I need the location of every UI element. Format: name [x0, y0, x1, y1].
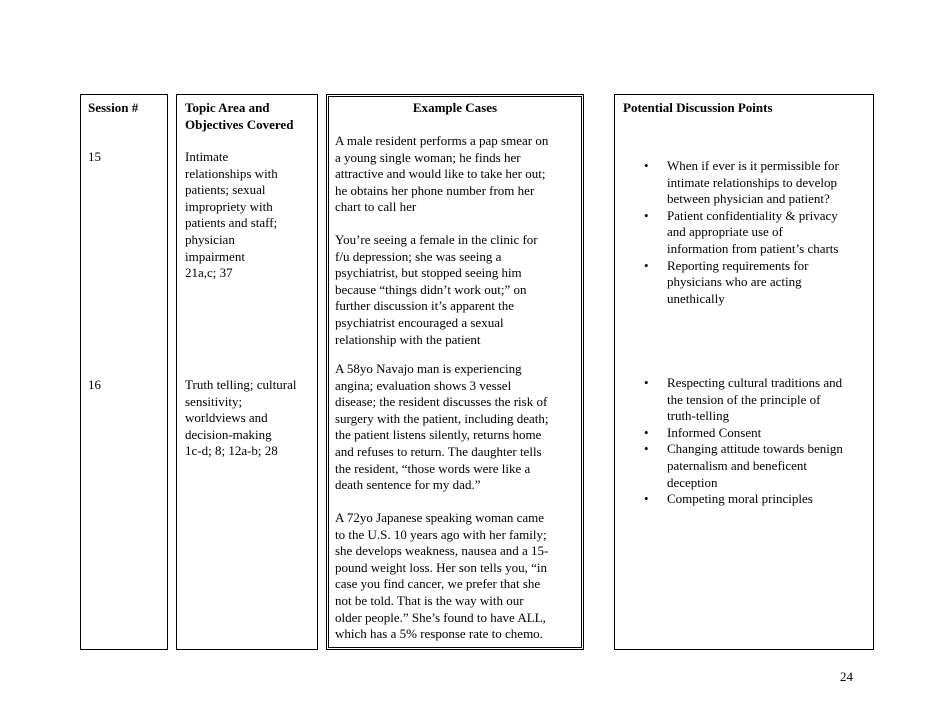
discussion-point: • Changing attitude towards benign paternalism and beneficent deception	[623, 441, 871, 491]
header-cases: Example Cases	[412, 100, 498, 115]
example-case: A 72yo Japanese speaking woman came to the U.S. 10 years ago with her family; she develops weakness, nausea and a 15- pound weight loss. Her son tells you, “in case you find cancer, we prefer that she not be told. That is the way with our older people.” She’s found to have ALL, which has a 5% response rate to chemo.	[335, 510, 549, 642]
example-case: You’re seeing a female in the clinic for f/u depression; she was seeing a psychiatrist, but stopped seeing him because “things didn’t work out;” on further discussion it’s apparent the psychiatrist encouraged a sexual relationship with the patient	[335, 232, 538, 347]
header-discussion: Potential Discussion Points	[623, 100, 773, 115]
header-session: Session #	[88, 100, 139, 115]
discussion-point: • Competing moral principles	[623, 491, 871, 508]
header-topic: Topic Area and Objectives Covered	[185, 100, 294, 132]
topic-text: Intimate relationships with patients; sexual impropriety with patients and staff; physician impairment 21a,c; 37	[185, 149, 278, 281]
session-number: 16	[88, 377, 101, 392]
discussion-point: • Respecting cultural traditions and the tension of the principle of truth-telling	[623, 375, 871, 425]
discussion-point: • Patient confidentiality & privacy and appropriate use of information from patient’s charts	[623, 208, 871, 258]
example-case: A 58yo Navajo man is experiencing angina; evaluation shows 3 vessel disease; the resident discusses the risk of surgery with the patient, including death; the patient listens silently, returns home and refuses to return. The daughter tells the resident, “those words were like a death sentence for my dad.”	[335, 361, 549, 493]
example-case: A male resident performs a pap smear on a young single woman; he finds her attractive and would like to take her out; he obtains her phone number from her chart to call her	[335, 133, 549, 215]
discussion-point: • Reporting requirements for physicians who are acting unethically	[623, 258, 871, 308]
discussion-point: • Informed Consent	[623, 425, 871, 442]
discussion-point: • When if ever is it permissible for intimate relationships to develop between physician and patient?	[623, 158, 871, 208]
discussion-points	[623, 158, 871, 307]
page-number: 24	[840, 669, 853, 684]
discussion-points	[623, 375, 871, 508]
topic-text: Truth telling; cultural sensitivity; worldviews and decision-making 1c-d; 8; 12a-b; 28	[185, 377, 297, 459]
session-number: 15	[88, 149, 101, 164]
session-column	[80, 94, 168, 650]
